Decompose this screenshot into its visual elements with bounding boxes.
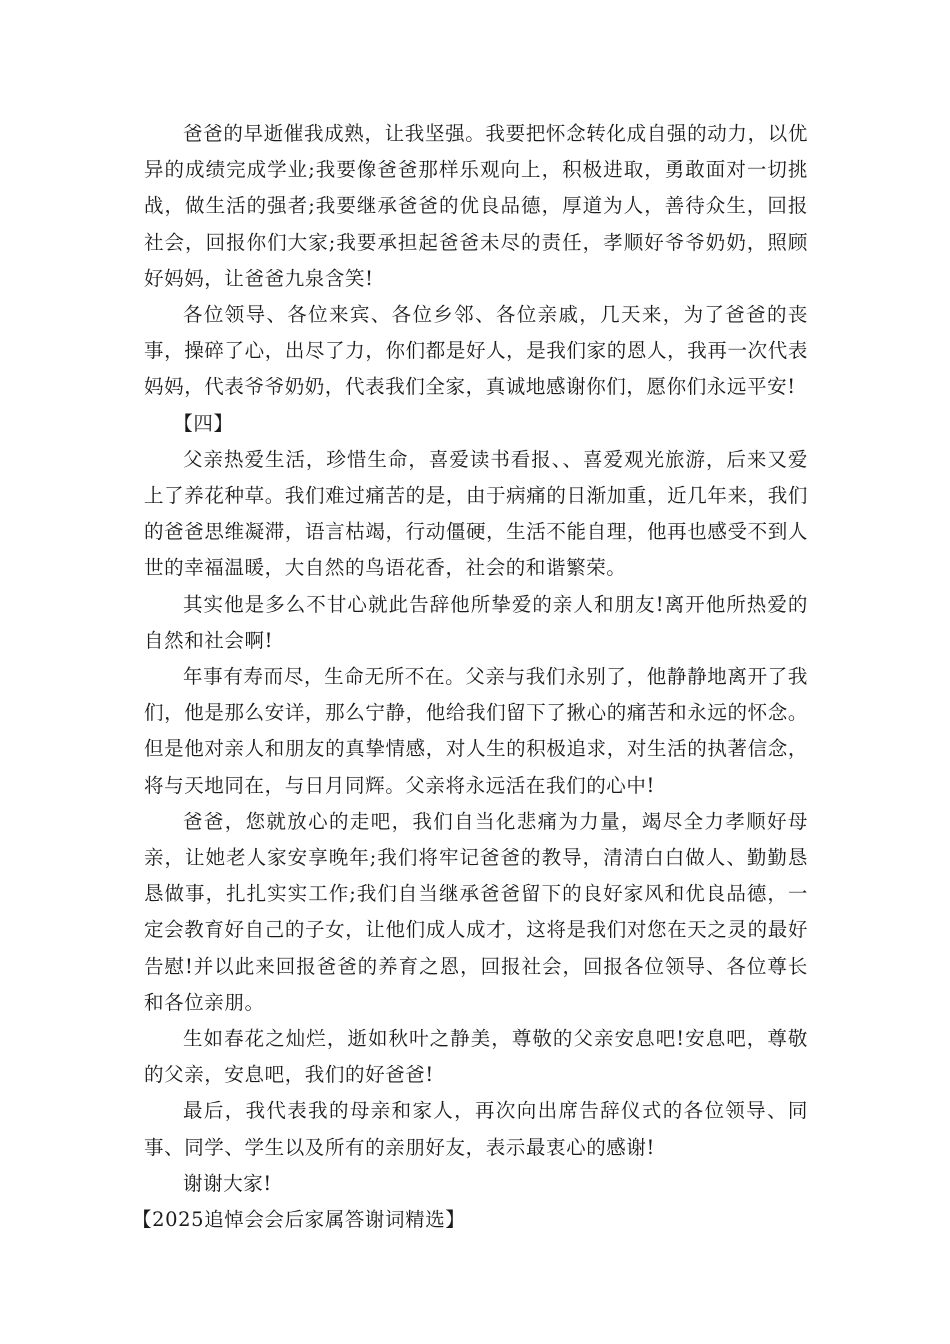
paragraph: 父亲热爱生活，珍惜生命，喜爱读书看报、、喜爱观光旅游，后来又爱上了养花种草。我们难过痛苦的是，由于病痛的日渐加重，近几年来，我们的爸爸思维凝滞，语言枯竭，行动僵硬，生活不能自理，他再也感受不到人世的幸福温暖，大自然的鸟语花香，社会的和谐繁荣。 — [144, 447, 808, 580]
paragraph: 爸爸的早逝催我成熟，让我坚强。我要把怀念转化成自强的动力，以优异的成绩完成学业;我要像爸爸那样乐观向上，积极进取，勇敢面对一切挑战，做生活的强者;我要继承爸爸的优良品德，厚道为人，善待众生，回报社会，回报你们大家;我要承担起爸爸未尽的责任，孝顺好爷爷奶奶，照顾好妈妈，让爸爸九泉含笑! — [144, 122, 808, 290]
paragraph: 生如春花之灿烂，逝如秋叶之静美，尊敬的父亲安息吧!安息吧，尊敬的父亲，安息吧，我们的好爸爸! — [144, 1027, 808, 1087]
paragraph: 其实他是多么不甘心就此告辞他所挚爱的亲人和朋友!离开他所热爱的自然和社会啊! — [144, 592, 808, 652]
document-page — [132, 116, 808, 1238]
closing-line: 谢谢大家! — [183, 1171, 272, 1195]
footer-title: 【2025追悼会会后家属答谢词精选】 — [132, 1208, 466, 1232]
paragraph: 各位领导、各位来宾、各位乡邻、各位亲戚，几天来，为了爸爸的丧事，操碎了心，出尽了力，你们都是好人，是我们家的恩人，我再一次代表妈妈，代表爷爷奶奶，代表我们全家，真诚地感谢你们，愿你们永远平安! — [144, 303, 808, 399]
paragraph: 年事有寿而尽，生命无所不在。父亲与我们永别了，他静静地离开了我们，他是那么安详，那么宁静，他给我们留下了揪心的痛苦和永远的怀念。但是他对亲人和朋友的真挚情感，对人生的积极追求，对生活的执著信念，将与天地同在，与日月同辉。父亲将永远活在我们的心中! — [144, 665, 808, 797]
section-heading: 【四】 — [173, 411, 234, 435]
paragraph: 最后，我代表我的母亲和家人，再次向出席告辞仪式的各位领导、同事、同学、学生以及所有的亲朋好友，表示最衷心的感谢! — [144, 1099, 808, 1159]
paragraph: 爸爸，您就放心的走吧，我们自当化悲痛为力量，竭尽全力孝顺好母亲，让她老人家安享晚年;我们将牢记爸爸的教导，清清白白做人、勤勤恳恳做事，扎扎实实工作;我们自当继承爸爸留下的良好家风和优良品德，一定会教育好自己的子女，让他们成人成才，这将是我们对您在天之灵的最好告慰!并以此来回报爸爸的养育之恩，回报社会，回报各位领导、各位尊长和各位亲朋。 — [144, 809, 808, 1014]
